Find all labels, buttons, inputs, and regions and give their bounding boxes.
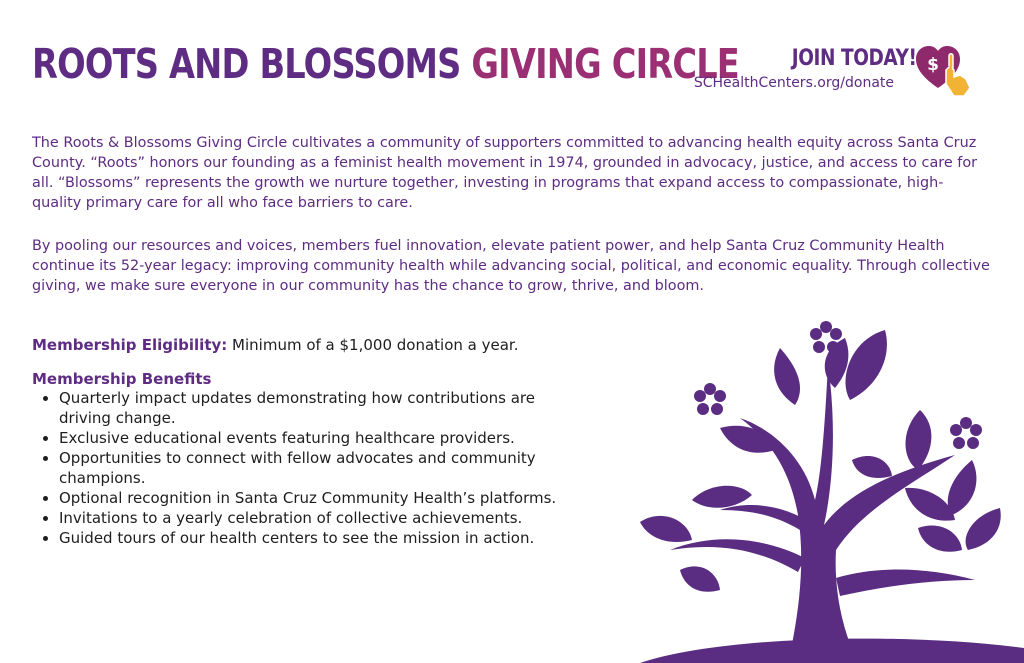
list-item: • Optional recognition in Santa Cruz Community Health’s platforms. — [59, 488, 579, 508]
list-item: • Opportunities to connect with fellow advocates and community champions. — [59, 448, 579, 488]
intro-paragraph-1: The Roots & Blossoms Giving Circle cultivates a community of supporters committed to advancing health equity across Santa Cruz County. “Roots” honors our founding as a feminist health movement in 1974, grounded in advocacy, justice, and access to care for all. “Blossoms” represents the growth we nurture together, investing in programs that expand access to compassionate, high-quality primary care for all who face barriers to care. — [32, 135, 978, 211]
list-item: • Invitations to a yearly celebration of collective achievements. — [59, 508, 579, 528]
title-giving-circle: GIVING CIRCLE — [471, 40, 739, 88]
title-roots-and-blossoms: ROOTS AND BLOSSOMS — [32, 40, 461, 88]
membership-eligibility — [32, 336, 518, 354]
benefits-heading: Membership Benefits — [32, 370, 212, 388]
benefits-list — [32, 388, 579, 548]
page-title — [32, 40, 739, 88]
join-callout — [693, 44, 974, 104]
donate-link[interactable]: SCHealthCenters.org/donate — [693, 75, 894, 91]
join-today-heading: JOIN TODAY! — [791, 46, 916, 71]
intro-paragraph-2: By pooling our resources and voices, members fuel innovation, elevate patient power, and help Santa Cruz Community Health continue its 52-year legacy: improving community health while advancing social, political, and economic equality. Through collective giving, we make sure everyone in our community has the chance to grow, thrive, and bloom. — [32, 238, 990, 294]
list-item: • Exclusive educational events featuring healthcare providers. — [59, 428, 579, 448]
list-item: • Quarterly impact updates demonstrating how contributions are driving change. — [59, 388, 579, 428]
tree-with-flowers-illustration — [600, 310, 1024, 663]
eligibility-label: Membership Eligibility: — [32, 336, 228, 354]
heart-dollar-hand-icon — [916, 44, 974, 98]
list-item: • Guided tours of our health centers to see the mission in action. — [59, 528, 579, 548]
eligibility-value: Minimum of a $1,000 donation a year. — [232, 336, 519, 354]
dollar-symbol: $ — [927, 55, 939, 75]
